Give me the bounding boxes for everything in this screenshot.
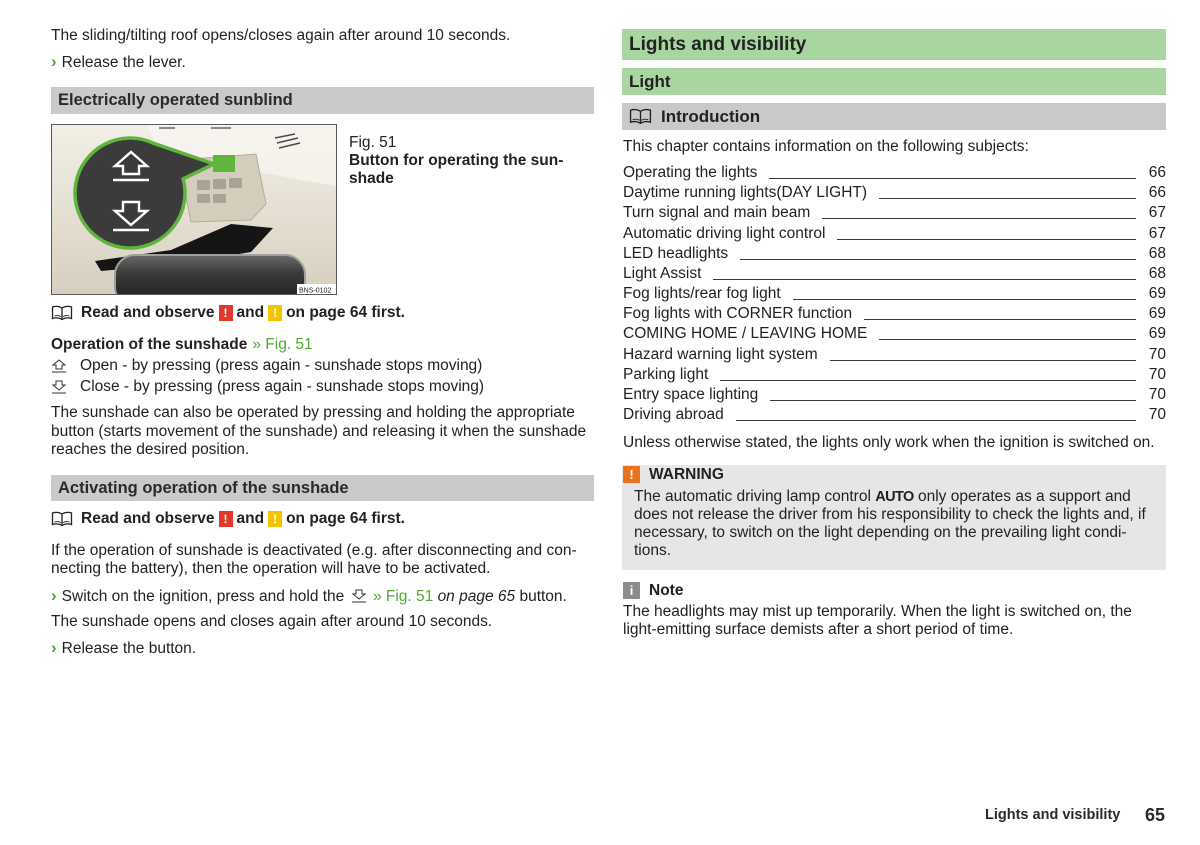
operation-heading-text: Operation of the sunshade <box>51 336 248 353</box>
toc-page: 70 <box>1148 366 1166 383</box>
toc-page: 69 <box>1148 325 1166 342</box>
warning-text: The automatic driving lamp control <box>634 488 871 505</box>
read-observe-and: and <box>236 510 265 527</box>
toc-page: 66 <box>1148 164 1166 181</box>
figure-reference-link[interactable]: » Fig. 51 <box>372 588 434 605</box>
toc-entry[interactable] <box>623 285 1166 303</box>
warning-icon: ! <box>623 466 640 483</box>
toc-leader <box>879 325 1136 340</box>
toc-entry[interactable] <box>623 386 1166 404</box>
warning-title: WARNING <box>649 466 724 483</box>
toc-title: Fog lights/rear fog light <box>623 285 781 302</box>
read-observe-prefix: Read and observe <box>81 304 215 321</box>
book-icon <box>51 305 73 321</box>
section-title: Light <box>629 72 671 91</box>
toc-page: 70 <box>1148 406 1166 423</box>
toc-title: Driving abroad <box>623 406 724 423</box>
toc-leader <box>720 366 1136 381</box>
toc-title: Automatic driving light control <box>623 225 826 242</box>
step-text-end: button. <box>519 588 567 605</box>
ceiling-mark <box>211 127 231 129</box>
toc-page: 67 <box>1148 225 1166 242</box>
open-instruction: Open - by pressing (press again - sunshade stops moving) <box>80 357 483 374</box>
paragraph-line: The sunshade opens and closes again after around 10 seconds. <box>51 613 493 630</box>
step-release-lever <box>51 53 186 71</box>
toc-page: 66 <box>1148 184 1166 201</box>
rearview-mirror <box>115 255 305 295</box>
note-line: The headlights may mist up temporarily. When the light is switched on, the <box>623 603 1132 620</box>
read-observe-prefix: Read and observe <box>81 510 215 527</box>
read-observe-suffix: on page 64 first. <box>286 304 405 321</box>
figure-51 <box>51 124 337 295</box>
paragraph-line: If the operation of sunshade is deactivated (e.g. after disconnecting and con- <box>51 542 577 559</box>
toc-title: Fog lights with CORNER function <box>623 305 853 322</box>
section-header-light <box>622 68 1166 95</box>
warning-text: only operates as a support and <box>917 488 1131 505</box>
toc-entry[interactable] <box>623 225 1166 243</box>
warning-line <box>634 488 1131 506</box>
page-number: 65 <box>1145 805 1166 825</box>
toc-leader <box>713 265 1136 280</box>
toc-leader <box>736 406 1136 421</box>
toc-title: Light Assist <box>623 265 702 282</box>
read-observe-notice <box>51 510 405 528</box>
read-observe-suffix: on page 64 first. <box>286 510 405 527</box>
section-title: Activating operation of the sunshade <box>58 479 349 497</box>
intro-sentence: The sliding/tilting roof opens/closes again after around 10 seconds. <box>51 27 511 44</box>
chapter-title: Lights and visibility <box>629 34 807 55</box>
toc-leader <box>830 346 1136 361</box>
section-header-activating <box>51 475 594 501</box>
warning-reference-icon: ! <box>219 305 233 321</box>
toc-page: 68 <box>1148 265 1166 282</box>
paragraph-line: necting the battery), then the operation will have to be activated. <box>51 560 491 577</box>
toc-entry[interactable] <box>623 184 1166 202</box>
note-line: light-emitting surface demists after a short period of time. <box>623 621 1014 638</box>
warning-line: tions. <box>634 542 672 559</box>
warning-line: necessary, to switch on the light depending on the prevailing light condi- <box>634 524 1127 541</box>
step-marker-icon: › <box>51 52 57 71</box>
toc-page: 68 <box>1148 245 1166 262</box>
toc-leader <box>770 386 1136 401</box>
toc-entry[interactable] <box>623 164 1166 182</box>
caution-reference-icon: ! <box>268 305 282 321</box>
toc-page: 67 <box>1148 204 1166 221</box>
footer-chapter: Lights and visibility <box>985 807 1121 823</box>
toc-page: 70 <box>1148 386 1166 403</box>
open-sunshade-icon <box>51 359 67 373</box>
paragraph-line: button (starts movement of the sunshade) and releasing it when the sunshade <box>51 422 587 440</box>
toc-title: Turn signal and main beam <box>623 204 811 221</box>
section-title: Electrically operated sunblind <box>58 91 293 109</box>
toc-entry[interactable] <box>623 305 1166 323</box>
toc-entry[interactable] <box>623 204 1166 222</box>
toc-entry[interactable] <box>623 346 1166 364</box>
toc-title: Parking light <box>623 366 709 383</box>
toc-entry[interactable] <box>623 245 1166 263</box>
toc-entry[interactable] <box>623 366 1166 384</box>
subsection-title: Introduction <box>661 107 761 126</box>
ignition-note: Unless otherwise stated, the lights only work when the ignition is switched on. <box>623 434 1155 451</box>
read-observe-notice <box>51 304 405 322</box>
close-instruction: Close - by pressing (press again - sunshade stops moving) <box>80 378 485 395</box>
toc-leader <box>837 225 1136 240</box>
figure-caption-line: shade <box>349 170 394 187</box>
step-release-button <box>51 639 196 657</box>
toc-leader <box>793 285 1136 300</box>
step-text: Switch on the ignition, press and hold the <box>61 588 345 605</box>
sunshade-figure-illustration <box>51 124 337 295</box>
figure-reference-link[interactable]: » Fig. 51 <box>252 336 313 353</box>
close-sunshade-icon <box>351 589 367 603</box>
toc-title: Hazard warning light system <box>623 346 818 363</box>
step-marker-icon: › <box>51 638 57 657</box>
toc-title: Entry space lighting <box>623 386 759 403</box>
toc-page: 70 <box>1148 346 1166 363</box>
toc-title: COMING HOME / LEAVING HOME <box>623 325 868 342</box>
toc-leader <box>769 164 1136 179</box>
figure-label: Fig. 51 <box>349 134 397 151</box>
toc-title: LED headlights <box>623 245 729 262</box>
operation-heading <box>51 336 313 354</box>
close-sunshade-icon <box>51 380 67 394</box>
step-switch-ignition <box>51 587 567 605</box>
book-icon <box>629 108 652 125</box>
toc-title: Daytime running lights(DAY LIGHT) <box>623 184 868 201</box>
step-text: Release the button. <box>61 640 197 657</box>
toc-title: Operating the lights <box>623 164 758 181</box>
caution-reference-icon: ! <box>268 511 282 527</box>
toc-leader <box>879 184 1136 199</box>
page-reference: on page 65 <box>437 588 516 605</box>
toc-page: 69 <box>1148 305 1166 322</box>
book-icon <box>51 511 73 527</box>
toc-entry[interactable] <box>623 406 1166 424</box>
toc-leader <box>864 305 1136 320</box>
chapter-header <box>622 29 1166 60</box>
warning-line: does not release the driver from his responsibility to check the lights and, if <box>634 506 1146 523</box>
toc-intro: This chapter contains information on the following subjects: <box>623 138 1029 155</box>
toc-entry[interactable] <box>623 265 1166 283</box>
step-text: Release the lever. <box>61 54 186 71</box>
toc-page: 69 <box>1148 285 1166 302</box>
figure-code: BNS-0102 <box>299 287 332 295</box>
ceiling-mark <box>159 127 175 129</box>
read-observe-and: and <box>236 304 265 321</box>
toc-leader <box>740 245 1136 260</box>
paragraph-line: reaches the desired position. <box>51 441 250 458</box>
step-marker-icon: › <box>51 586 57 605</box>
section-header-sunblind <box>51 87 594 114</box>
subsection-header-introduction <box>622 103 1166 130</box>
figure-caption-line: Button for operating the sun- <box>349 152 564 169</box>
auto-symbol: AUTO <box>875 489 914 505</box>
warning-reference-icon: ! <box>219 511 233 527</box>
paragraph-line: The sunshade can also be operated by pressing and holding the appropriate <box>51 404 575 421</box>
toc-leader <box>822 204 1136 219</box>
note-title: Note <box>649 582 684 599</box>
note-icon: i <box>623 582 640 599</box>
toc-entry[interactable] <box>623 325 1166 343</box>
